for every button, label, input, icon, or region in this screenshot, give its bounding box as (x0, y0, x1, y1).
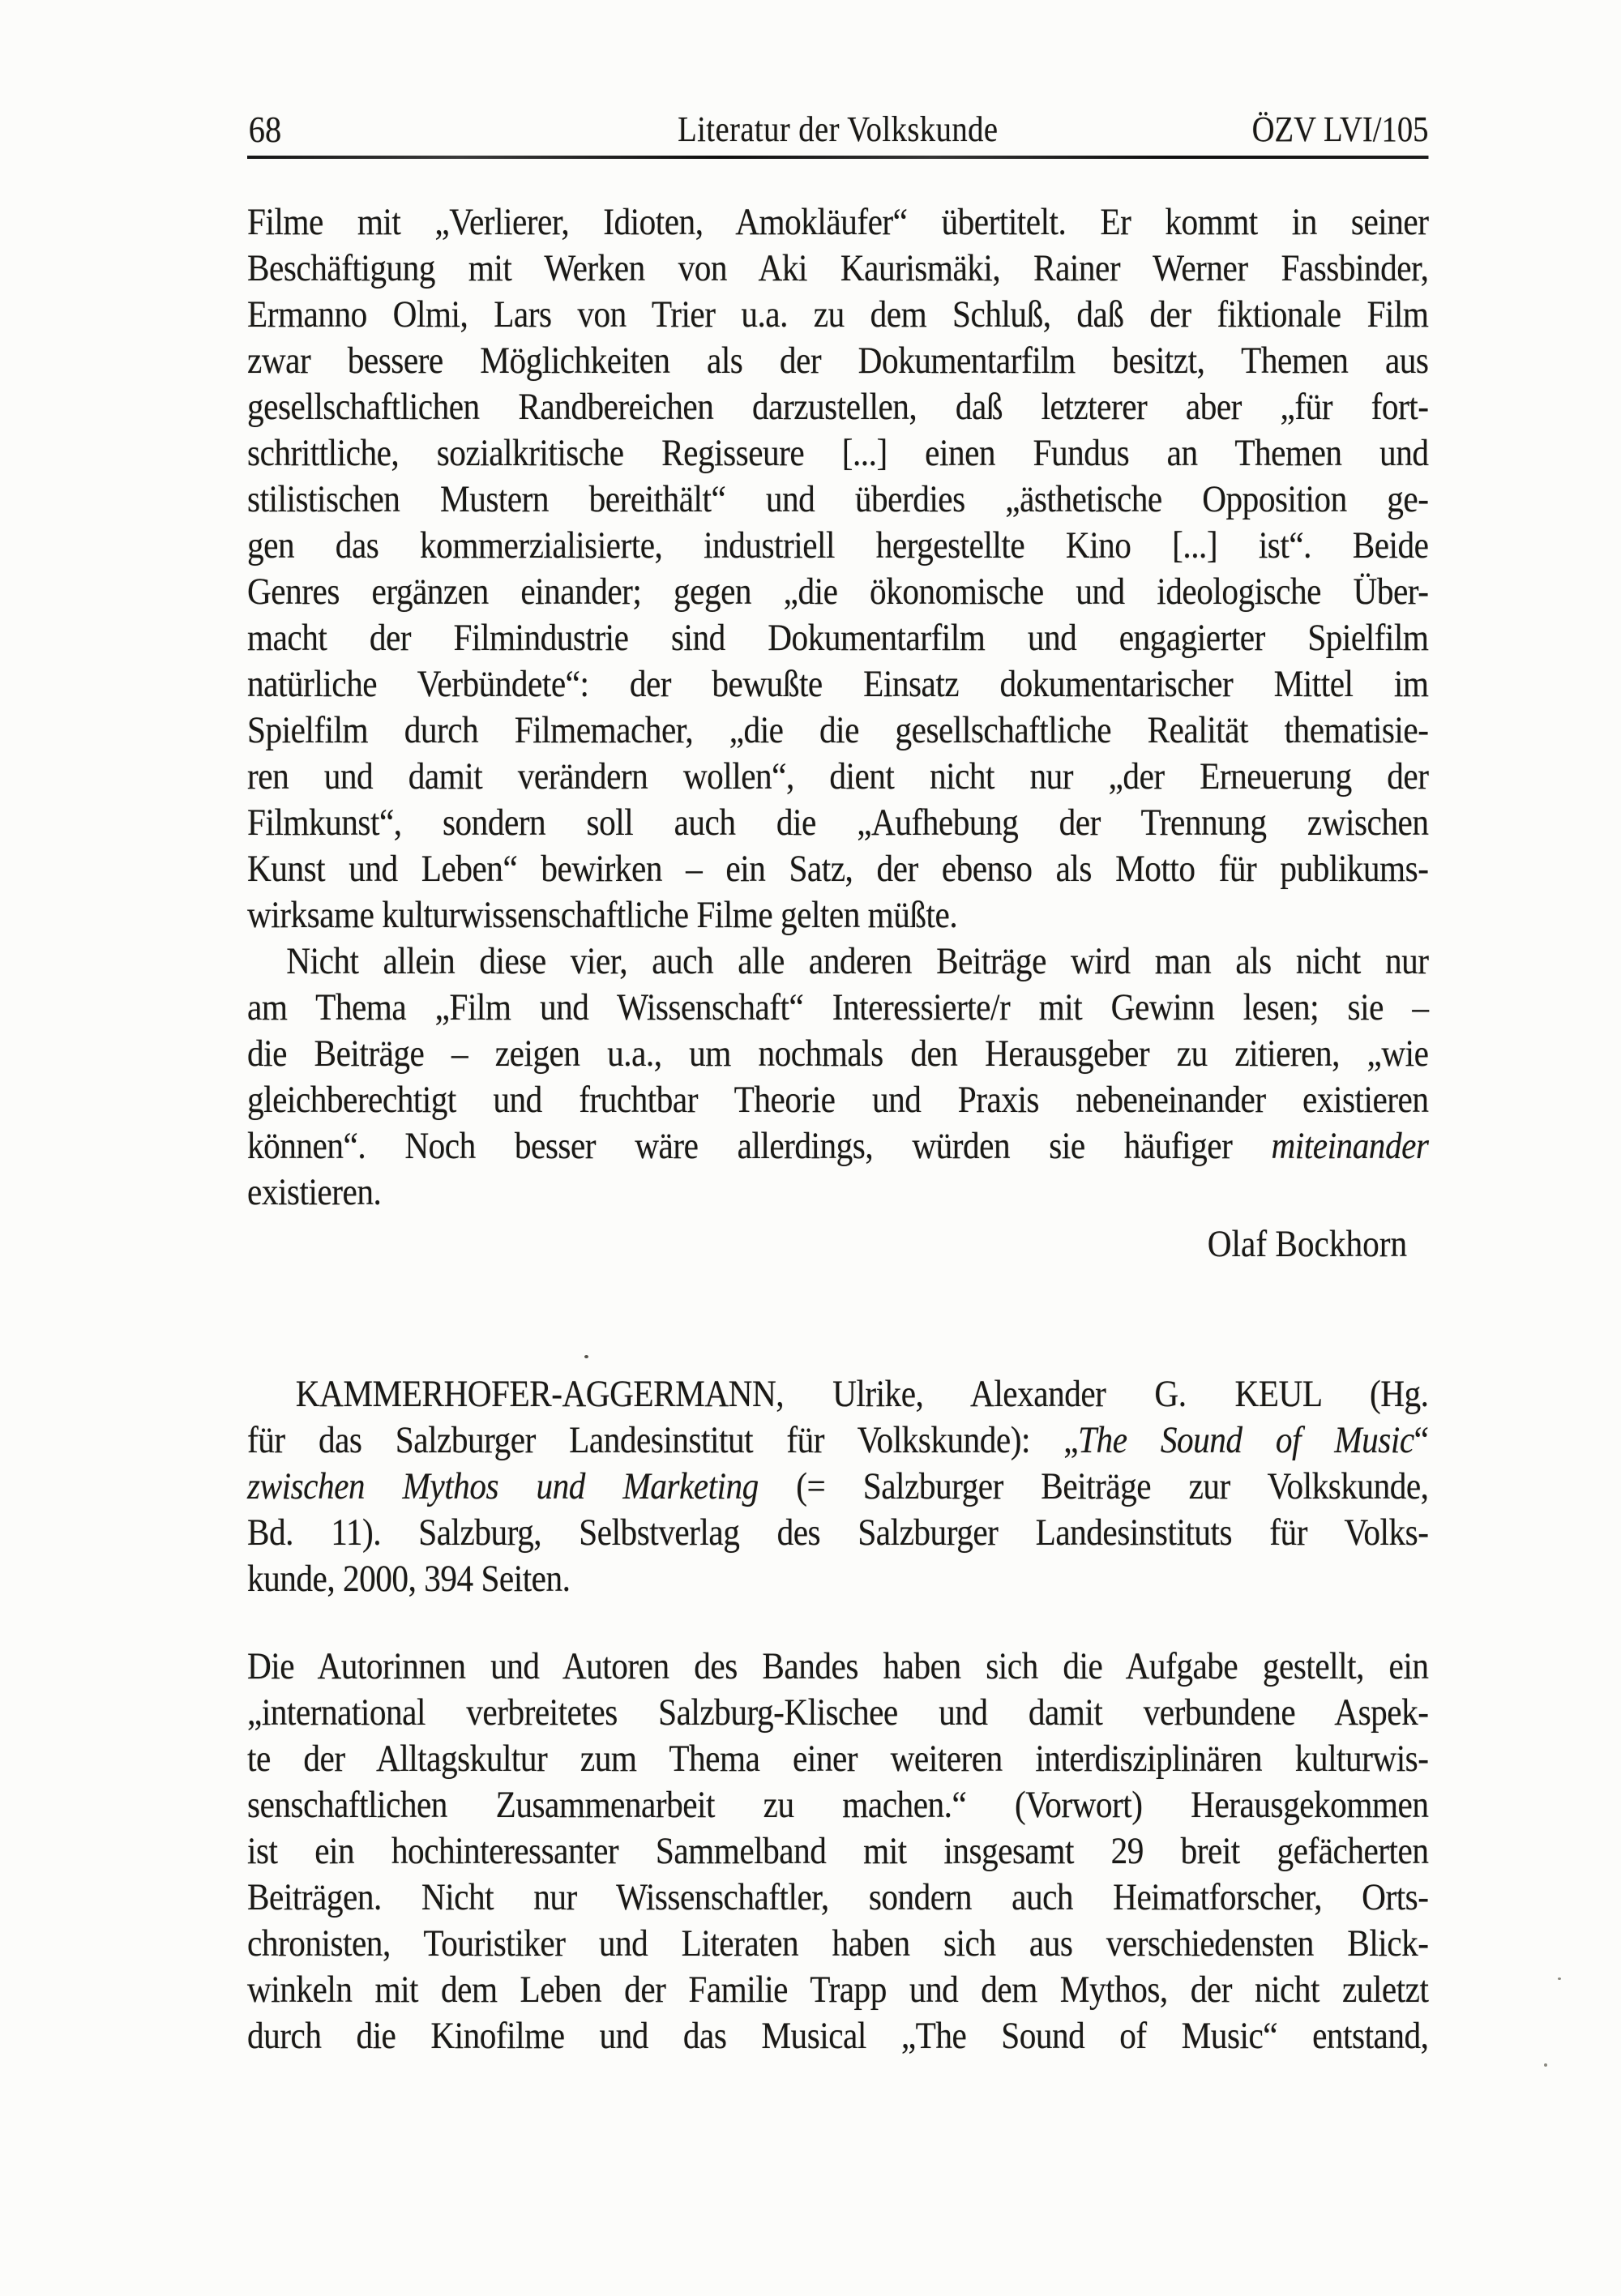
text-line (247, 1031, 1428, 1077)
text-segment: „international verbreitetes Salzburg-Klischee und damit verbundene Aspek- (247, 1691, 1429, 1734)
text-line (247, 1782, 1428, 1828)
text-line (247, 708, 1428, 754)
text-segment: ist ein hochinteressanter Sammelband mit insgesamt 29 breit gefächerten (247, 1830, 1429, 1872)
text-line (247, 754, 1428, 800)
text-segment: Bd. 11). Salzburg, Selbstverlag des Salzburger Landesinstituts für Volks- (247, 1511, 1429, 1554)
running-header (247, 107, 1428, 152)
header-divider-rule (247, 156, 1428, 159)
book-citation-block (247, 1371, 1428, 1602)
text-segment: macht der Filmindustrie sind Dokumentarfilm und engagierter Spielfilm (247, 617, 1429, 659)
text-line (247, 615, 1428, 661)
text-line (247, 1828, 1428, 1875)
text-line (247, 985, 1428, 1031)
review-film-paragraph-2 (247, 938, 1428, 1216)
text-line (247, 1556, 1428, 1602)
text-segment: Spielfilm durch Filmemacher, „die die gesellschaftliche Realität thematisie- (247, 709, 1429, 751)
text-segment: die Beiträge – zeigen u.a., um nochmals den Herausgeber zu zitieren, „wie (247, 1033, 1429, 1075)
text-line (247, 1077, 1428, 1123)
review-sound-of-music-paragraph (247, 1644, 1428, 2059)
text-segment: können“. Noch besser wäre allerdings, würden sie häufiger (247, 1125, 1272, 1167)
text-segment: gesellschaftlichen Randbereichen darzustellen, daß letzterer aber „für fort- (247, 386, 1429, 428)
text-line (247, 1875, 1428, 1921)
text-line (247, 1921, 1428, 1967)
text-line (247, 1371, 1428, 1417)
text-line (247, 1123, 1428, 1169)
text-segment: zwar bessere Möglichkeiten als der Dokumentarfilm besitzt, Themen aus (247, 340, 1429, 382)
text-segment: kunde, 2000, 394 Seiten. (247, 1558, 571, 1600)
text-line (247, 338, 1428, 384)
text-segment: existieren. (247, 1171, 382, 1213)
text-segment: (= Salzburger Beiträge zur Volkskunde, (758, 1465, 1429, 1507)
text-line (247, 292, 1428, 338)
text-segment: Beiträgen. Nicht nur Wissenschaftler, sondern auch Heimatforscher, Orts- (247, 1876, 1429, 1918)
italic-text-segment: The Sound of Music (1078, 1419, 1414, 1461)
text-line (247, 661, 1428, 708)
text-segment: te der Alltagskultur zum Thema einer weiteren interdisziplinären kulturwis- (247, 1738, 1429, 1780)
text-line (247, 892, 1428, 938)
page-content (247, 0, 1428, 2296)
text-line (247, 1510, 1428, 1556)
italic-text-segment: zwischen Mythos und Marketing (247, 1465, 759, 1507)
text-line (247, 2013, 1428, 2059)
text-line (247, 477, 1428, 523)
text-line (247, 938, 1428, 985)
text-segment: ren und damit verändern wollen“, dient nicht nur „der Erneuerung der (247, 755, 1429, 797)
review-film-paragraph-1 (247, 199, 1428, 938)
page-number: 68 (248, 109, 282, 150)
text-line (247, 846, 1428, 892)
text-segment: natürliche Verbündete“: der bewußte Einsatz dokumentarischer Mittel im (247, 663, 1429, 705)
section-title: Literatur der Volkskunde (678, 109, 999, 149)
text-segment: Genres ergänzen einander; gegen „die ökonomische und ideologische Über- (247, 571, 1429, 613)
text-segment: Filme mit „Verlierer, Idioten, Amokläufer“ übertitelt. Er kommt in seiner (247, 201, 1429, 243)
text-segment: “ (1414, 1419, 1429, 1461)
text-segment: wirksame kulturwissenschaftliche Filme gelten müßte. (247, 894, 958, 936)
text-line (247, 1736, 1428, 1782)
text-segment: Kunst und Leben“ bewirken – ein Satz, der ebenso als Motto für publikums- (247, 848, 1429, 890)
scan-speck (1544, 2063, 1547, 2067)
text-line (247, 523, 1428, 569)
text-line (247, 199, 1428, 246)
scan-speck (1558, 1977, 1561, 1980)
reviewer-signature: Olaf Bockhorn (1207, 1223, 1408, 1265)
text-segment: Die Autorinnen und Autoren des Bandes haben sich die Aufgabe gestellt, ein (247, 1645, 1429, 1687)
text-segment: gleichberechtigt und fruchtbar Theorie und Praxis nebeneinander existieren (247, 1079, 1429, 1121)
text-line (247, 1690, 1428, 1736)
text-line (247, 569, 1428, 615)
text-segment: gen das kommerzialisierte, industriell hergestellte Kino [...] ist“. Beide (247, 524, 1429, 567)
text-line (247, 1967, 1428, 2013)
text-line (247, 246, 1428, 292)
text-segment: KAMMERHOFER-AGGERMANN, Ulrike, Alexander G. KEUL (Hg. (295, 1373, 1429, 1415)
text-line (247, 1464, 1428, 1510)
text-line (247, 1644, 1428, 1690)
text-segment: Nicht allein diese vier, auch alle anderen Beiträge wird man als nicht nur (286, 940, 1429, 982)
text-segment: Filmkunst“, sondern soll auch die „Aufhebung der Trennung zwischen (247, 802, 1429, 844)
text-line (247, 800, 1428, 846)
text-segment: durch die Kinofilme und das Musical „The Sound of Music“ entstand, (247, 2015, 1429, 2057)
text-segment: winkeln mit dem Leben der Familie Trapp und dem Mythos, der nicht zuletzt (247, 1969, 1429, 2011)
text-segment: am Thema „Film und Wissenschaft“ Interessierte/r mit Gewinn lesen; sie – (247, 986, 1429, 1028)
text-segment: chronisten, Touristiker und Literaten haben sich aus verschiedensten Blick- (247, 1922, 1429, 1965)
text-line (247, 430, 1428, 477)
text-segment: schrittliche, sozialkritische Regisseure [...] einen Fundus an Themen und (247, 432, 1429, 474)
text-line (247, 1417, 1428, 1464)
text-segment: stilistischen Mustern bereithält“ und überdies „ästhetische Opposition ge- (247, 478, 1429, 520)
text-line (247, 384, 1428, 430)
scan-speck (584, 1355, 588, 1358)
text-segment: Beschäftigung mit Werken von Aki Kaurismäki, Rainer Werner Fassbinder, (247, 247, 1429, 289)
italic-text-segment: miteinander (1271, 1125, 1429, 1167)
text-segment: senschaftlichen Zusammenarbeit zu machen.“ (Vorwort) Herausgekommen (247, 1784, 1429, 1826)
text-line (247, 1169, 1428, 1216)
journal-issue-ref: ÖZV LVI/105 (1251, 109, 1429, 149)
text-segment: Ermanno Olmi, Lars von Trier u.a. zu dem Schluß, daß der fiktionale Film (247, 293, 1429, 336)
text-segment: für das Salzburger Landesinstitut für Volkskunde): „ (247, 1419, 1079, 1461)
